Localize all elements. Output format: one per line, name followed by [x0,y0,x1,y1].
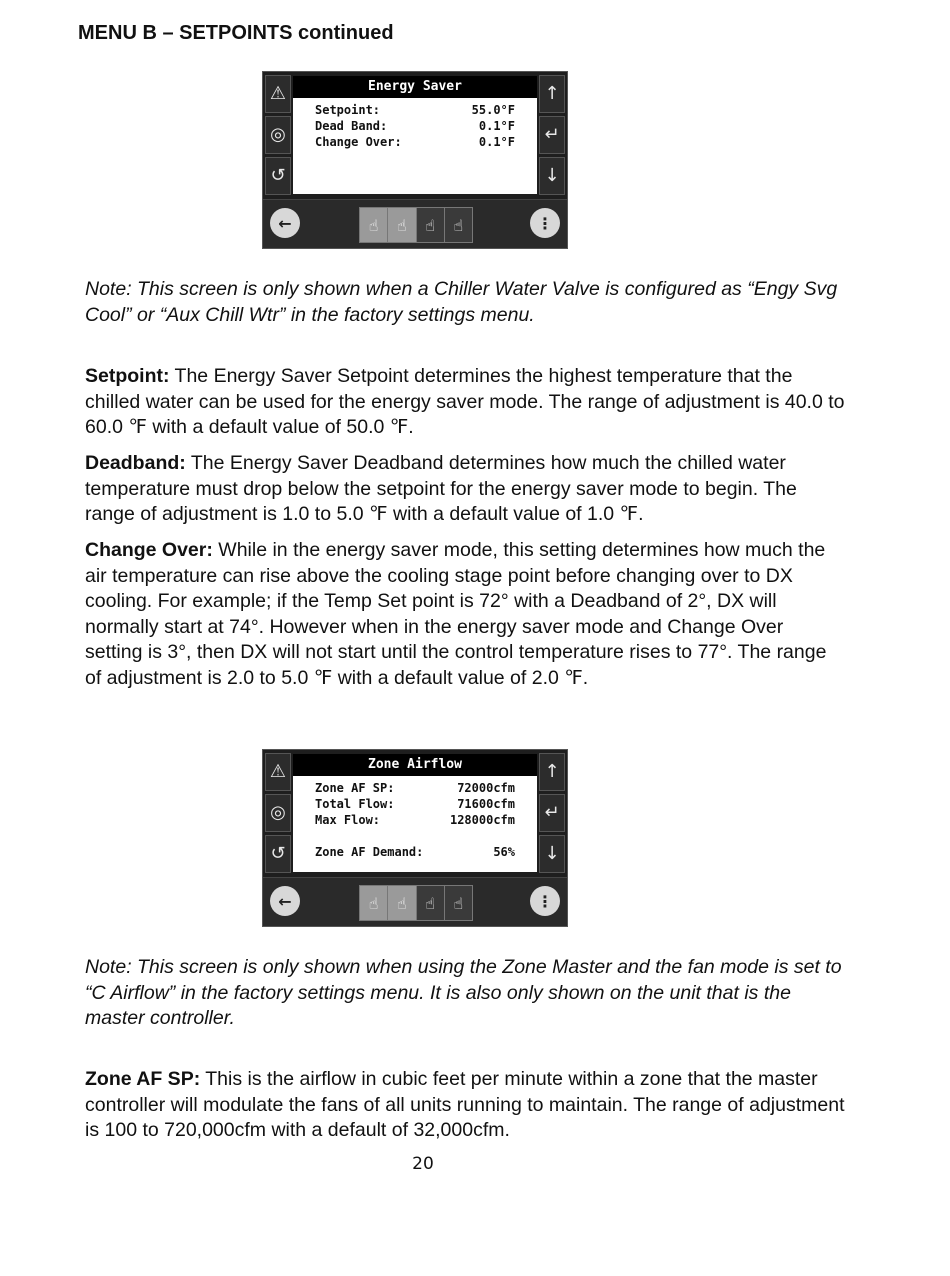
row-value: 72000cfm [457,781,515,795]
return-icon[interactable]: ↺ [265,835,291,873]
arrow-down-icon[interactable]: ↓ [539,835,565,873]
display-screen [293,76,537,194]
deadband-paragraph [85,451,845,528]
access-level-icons [359,207,473,243]
hand-lock-icon: ☝ [360,886,388,920]
display-screen [293,754,537,872]
row-label: Total Flow: [315,797,395,811]
dead-band-row [315,118,537,134]
arrow-up-icon[interactable]: ↑ [539,753,565,791]
enter-icon[interactable]: ↵ [539,794,565,832]
zone-af-sp-label: Zone AF SP: [85,1068,201,1090]
button-bar [263,877,567,926]
row-value: 71600cfm [457,797,515,811]
return-icon[interactable]: ↺ [265,157,291,195]
page-number: 20 [412,1154,434,1174]
row-value: 128000cfm [449,813,515,827]
setpoint-paragraph [85,364,845,441]
total-flow-row [315,796,537,812]
deadband-label: Deadband: [85,452,186,474]
energy-saver-display [262,71,568,249]
back-circle-icon[interactable]: ← [270,886,300,916]
menu-circle-icon[interactable]: ⋮ [530,208,560,238]
row-label: Dead Band: [315,119,388,133]
hand-icon: ☝ [388,208,416,242]
home-circle-icon[interactable]: ◎ [265,116,291,154]
access-level-icons [359,885,473,921]
hand-icon: ☝ [388,886,416,920]
row-label: Zone AF SP: [315,781,395,795]
hand-tool-icon: ☝ [417,886,445,920]
enter-icon[interactable]: ↵ [539,116,565,154]
row-value: 55.0°F [471,103,515,117]
home-circle-icon[interactable]: ◎ [265,794,291,832]
note-energy-saver: Note: This screen is only shown when a Chiller Water Valve is configured as “Engy Svg Cool” or “Aux Chill Wtr” in the factory settings menu. [85,278,838,326]
hand-flag-icon: ☝ [445,208,472,242]
zone-af-sp-row [315,780,537,796]
changeover-label: Change Over: [85,539,213,561]
changeover-paragraph [85,538,845,691]
zone-airflow-display [262,749,568,927]
row-label: Zone AF Demand: [315,845,424,859]
page-heading: MENU B – SETPOINTS continued [78,22,394,44]
note-zone-airflow: Note: This screen is only shown when using the Zone Master and the fan mode is set to “C Airflow” in the factory settings menu. It is also only shown on the unit that is the master controller. [85,956,842,1029]
row-label: Change Over: [315,135,402,149]
setpoint-row [315,102,537,118]
arrow-down-icon[interactable]: ↓ [539,157,565,195]
deadband-text: The Energy Saver Deadband determines how much the chilled water temperature must drop below the setpoint for the energy saver mode to begin. The range of adjustment is 1.0 to 5.0 ℉ with a default value of 1.0 ℉. [85,452,797,525]
row-value: 0.1°F [478,135,515,149]
alarm-triangle-icon[interactable]: ⚠ [265,753,291,791]
row-label: Max Flow: [315,813,381,827]
max-flow-row [315,812,537,828]
arrow-up-icon[interactable]: ↑ [539,75,565,113]
screen-title: Energy Saver [293,76,537,98]
zone-af-sp-paragraph [85,1067,845,1144]
change-over-row [315,134,537,150]
row-value: 56% [493,845,515,859]
zone-af-sp-text: This is the airflow in cubic feet per minute within a zone that the master controller will modulate the fans of all units running to maintain. The range of adjustment is 100 to 720,000cfm with a default of 32,000cfm. [85,1068,845,1141]
zone-af-demand-row [315,844,537,860]
changeover-text: While in the energy saver mode, this setting determines how much the air temperature can rise above the cooling stage point before changing over to DX cooling. For example; if the Temp Set point is 72° with a Deadband of 2°, DX will normally start at 74°. However when in the energy saver mode and Change Over setting is 3°, then DX will not start until the control temperature rises to 77°. The range of adjustment is 2.0 to 5.0 ℉ with a default value of 2.0 ℉. [85,539,827,689]
hand-lock-icon: ☝ [360,208,388,242]
hand-flag-icon: ☝ [445,886,472,920]
setpoint-text: The Energy Saver Setpoint determines the highest temperature that the chilled water can be used for the energy saver mode. The range of adjustment is 40.0 to 60.0 ℉ with a default value of 50.0 ℉. [85,365,845,438]
alarm-triangle-icon[interactable]: ⚠ [265,75,291,113]
screen-title: Zone Airflow [293,754,537,776]
row-label: Setpoint: [315,103,381,117]
hand-tool-icon: ☝ [417,208,445,242]
row-value: 0.1°F [478,119,515,133]
back-circle-icon[interactable]: ← [270,208,300,238]
menu-circle-icon[interactable]: ⋮ [530,886,560,916]
setpoint-label: Setpoint: [85,365,170,387]
button-bar [263,199,567,248]
